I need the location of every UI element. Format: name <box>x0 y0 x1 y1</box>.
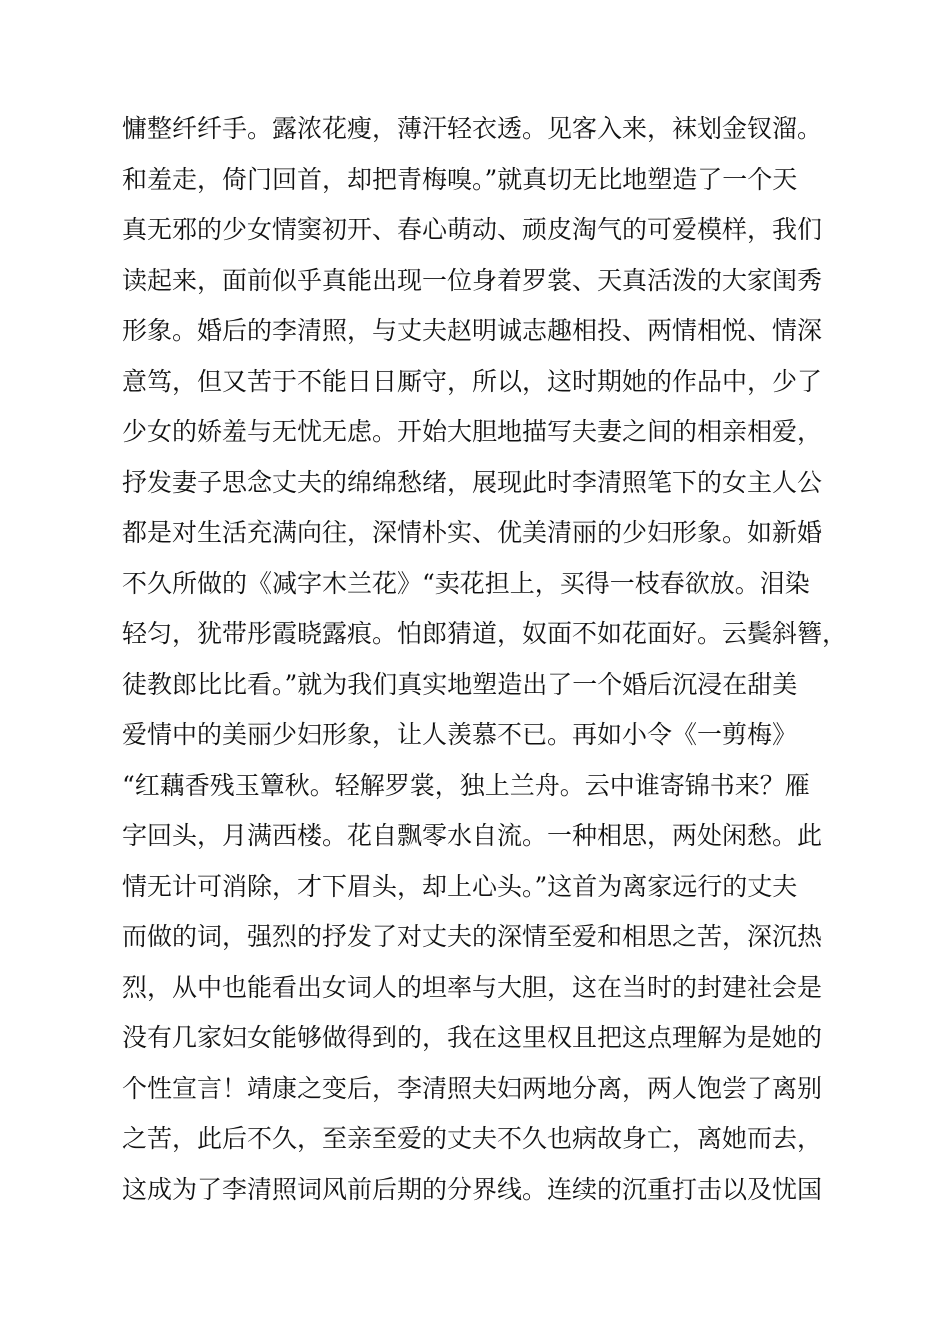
text-line: 意笃，但又苦于不能日日厮守，所以，这时期她的作品中，少了 <box>122 366 823 396</box>
text-line: 真无邪的少女情窦初开、春心萌动、顽皮淘气的可爱模样，我们 <box>122 215 823 244</box>
text-line: 徒教郎比比看。”就为我们真实地塑造出了一个婚后沉浸在甜美 <box>122 669 798 699</box>
text-line: 形象。婚后的李清照，与丈夫赵明诚志趣相投、两情相悦、情深 <box>122 316 823 345</box>
text-line: 抒发妻子思念丈夫的绵绵愁绪，展现此时李清照笔下的女主人公 <box>122 467 823 497</box>
text-line: 不久所做的《减字木兰花》“卖花担上，买得一枝春欲放。泪染 <box>122 568 810 598</box>
text-line: 之苦，此后不久，至亲至爱的丈夫不久也病故身亡，离她而去， <box>122 1124 823 1153</box>
text-line: 这成为了李清照词风前后期的分界线。连续的沉重打击以及忧国 <box>122 1174 823 1204</box>
text-line: 爱情中的美丽少妇形象，让人羡慕不已。再如小令《一剪梅》 <box>122 720 798 749</box>
text-line: 没有几家妇女能够做得到的，我在这里权且把这点理解为是她的 <box>122 1023 823 1052</box>
text-line: 烈，从中也能看出女词人的坦率与大胆，这在当时的封建社会是 <box>122 972 823 1002</box>
text-line: 情无计可消除，才下眉头，却上心头。”这首为离家远行的丈夫 <box>122 871 798 901</box>
text-line: 个性宣言！靖康之变后，李清照夫妇两地分离，两人饱尝了离别 <box>122 1073 823 1103</box>
text-line: 读起来，面前似乎真能出现一位身着罗裳、天真活泼的大家闺秀 <box>122 265 823 295</box>
text-line: 和羞走，倚门回首，却把青梅嗅。”就真切无比地塑造了一个天 <box>122 164 798 194</box>
text-line: “红藕香残玉簟秋。轻解罗裳，独上兰舟。云中谁寄锦书来？雁 <box>122 770 810 800</box>
text-line: 慵整纤纤手。露浓花瘦，薄汗轻衣透。见客入来，袜划金钗溜。 <box>122 114 823 143</box>
text-line: 轻匀，犹带彤霞晓露痕。怕郎猜道，奴面不如花面好。云鬓斜簪， <box>122 619 848 648</box>
body-text <box>122 104 862 1215</box>
text-line: 少女的娇羞与无忧无虑。开始大胆地描写夫妻之间的相亲相爱， <box>122 417 823 446</box>
text-line: 而做的词，强烈的抒发了对丈夫的深情至爱和相思之苦，深沉热 <box>122 922 823 951</box>
text-line: 字回头，月满西楼。花自飘零水自流。一种相思，两处闲愁。此 <box>122 821 823 850</box>
text-line: 都是对生活充满向往，深情朴实、优美清丽的少妇形象。如新婚 <box>122 518 823 547</box>
